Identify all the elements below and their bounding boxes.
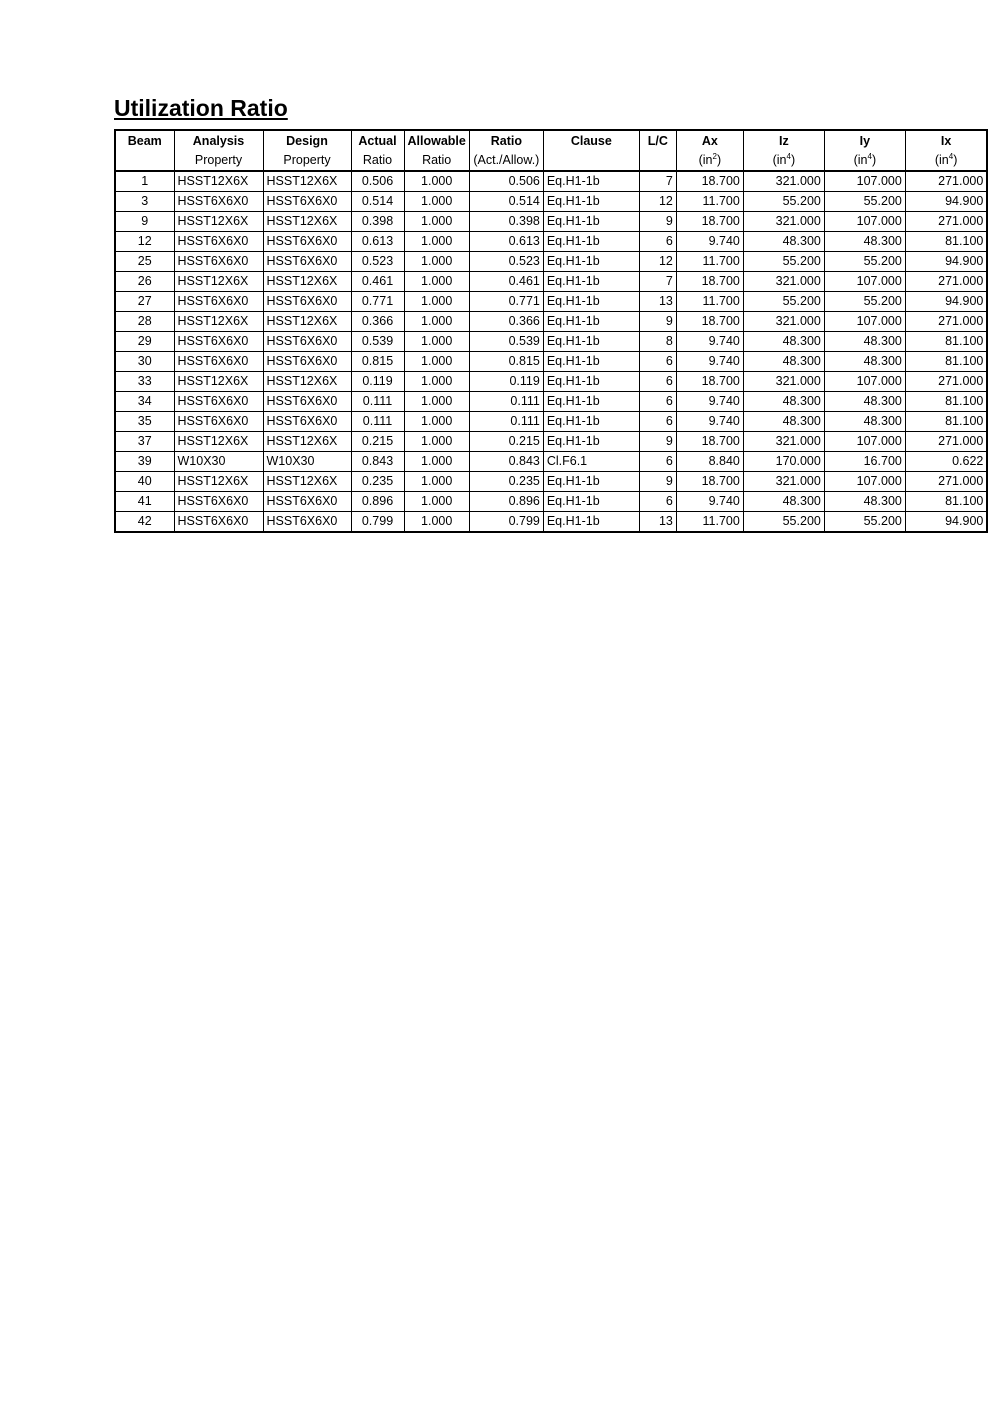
ratio-cell: 0.461 bbox=[469, 272, 543, 292]
ax-cell: 18.700 bbox=[676, 312, 743, 332]
col-header-beam: Beam bbox=[115, 130, 174, 151]
beam-cell: 41 bbox=[115, 492, 174, 512]
lc-cell: 6 bbox=[639, 492, 676, 512]
beam-cell: 1 bbox=[115, 171, 174, 192]
allowable-ratio-cell: 1.000 bbox=[404, 252, 469, 272]
design-property-cell: HSST12X6X bbox=[263, 171, 351, 192]
allowable-ratio-cell: 1.000 bbox=[404, 432, 469, 452]
clause-cell: Eq.H1-1b bbox=[543, 192, 639, 212]
iy-cell: 48.300 bbox=[824, 352, 905, 372]
clause-cell: Eq.H1-1b bbox=[543, 332, 639, 352]
ratio-cell: 0.771 bbox=[469, 292, 543, 312]
actual-ratio-cell: 0.799 bbox=[351, 512, 404, 533]
beam-cell: 30 bbox=[115, 352, 174, 372]
design-property-cell: HSST6X6X0 bbox=[263, 332, 351, 352]
ix-cell: 81.100 bbox=[905, 412, 987, 432]
col-subheader-beam bbox=[115, 151, 174, 171]
iy-cell: 48.300 bbox=[824, 392, 905, 412]
ratio-cell: 0.366 bbox=[469, 312, 543, 332]
analysis-property-cell: HSST12X6X bbox=[174, 472, 263, 492]
beam-cell: 34 bbox=[115, 392, 174, 412]
design-property-cell: HSST12X6X bbox=[263, 212, 351, 232]
clause-cell: Eq.H1-1b bbox=[543, 372, 639, 392]
iz-cell: 55.200 bbox=[743, 512, 824, 533]
actual-ratio-cell: 0.506 bbox=[351, 171, 404, 192]
iy-cell: 107.000 bbox=[824, 272, 905, 292]
col-header-iy: Iy bbox=[824, 130, 905, 151]
ix-cell: 271.000 bbox=[905, 312, 987, 332]
beam-cell: 40 bbox=[115, 472, 174, 492]
col-header-clause: Clause bbox=[543, 130, 639, 151]
ax-cell: 11.700 bbox=[676, 292, 743, 312]
allowable-ratio-cell: 1.000 bbox=[404, 171, 469, 192]
lc-cell: 6 bbox=[639, 412, 676, 432]
clause-cell: Eq.H1-1b bbox=[543, 432, 639, 452]
table-row bbox=[115, 452, 987, 472]
actual-ratio-cell: 0.111 bbox=[351, 412, 404, 432]
col-subheader-iz: $(in^4)$ bbox=[743, 151, 824, 171]
clause-cell: Eq.H1-1b bbox=[543, 412, 639, 432]
actual-ratio-cell: 0.771 bbox=[351, 292, 404, 312]
actual-ratio-cell: 0.235 bbox=[351, 472, 404, 492]
ratio-cell: 0.799 bbox=[469, 512, 543, 533]
iy-cell: 48.300 bbox=[824, 412, 905, 432]
clause-cell: Eq.H1-1b bbox=[543, 352, 639, 372]
col-header-actual: Actual bbox=[351, 130, 404, 151]
ix-cell: 271.000 bbox=[905, 472, 987, 492]
design-property-cell: HSST12X6X bbox=[263, 312, 351, 332]
beam-cell: 35 bbox=[115, 412, 174, 432]
lc-cell: 12 bbox=[639, 192, 676, 212]
iz-cell: 321.000 bbox=[743, 171, 824, 192]
iz-cell: 321.000 bbox=[743, 212, 824, 232]
analysis-property-cell: HSST6X6X0 bbox=[174, 512, 263, 533]
col-header-ix: Ix bbox=[905, 130, 987, 151]
design-property-cell: HSST6X6X0 bbox=[263, 412, 351, 432]
ax-cell: 18.700 bbox=[676, 171, 743, 192]
iy-cell: 107.000 bbox=[824, 372, 905, 392]
analysis-property-cell: HSST6X6X0 bbox=[174, 232, 263, 252]
lc-cell: 9 bbox=[639, 432, 676, 452]
col-subheader-design: Property bbox=[263, 151, 351, 171]
lc-cell: 13 bbox=[639, 292, 676, 312]
design-property-cell: HSST6X6X0 bbox=[263, 192, 351, 212]
ix-cell: 81.100 bbox=[905, 492, 987, 512]
actual-ratio-cell: 0.111 bbox=[351, 392, 404, 412]
analysis-property-cell: HSST12X6X bbox=[174, 171, 263, 192]
iy-cell: 55.200 bbox=[824, 252, 905, 272]
actual-ratio-cell: 0.119 bbox=[351, 372, 404, 392]
analysis-property-cell: HSST12X6X bbox=[174, 272, 263, 292]
actual-ratio-cell: 0.215 bbox=[351, 432, 404, 452]
design-property-cell: HSST6X6X0 bbox=[263, 492, 351, 512]
design-property-cell: HSST6X6X0 bbox=[263, 392, 351, 412]
analysis-property-cell: W10X30 bbox=[174, 452, 263, 472]
beam-cell: 42 bbox=[115, 512, 174, 533]
ax-cell: 18.700 bbox=[676, 372, 743, 392]
analysis-property-cell: HSST12X6X bbox=[174, 312, 263, 332]
actual-ratio-cell: 0.815 bbox=[351, 352, 404, 372]
analysis-property-cell: HSST6X6X0 bbox=[174, 292, 263, 312]
table-row bbox=[115, 171, 987, 192]
iz-cell: 321.000 bbox=[743, 472, 824, 492]
beam-cell: 29 bbox=[115, 332, 174, 352]
iz-cell: 55.200 bbox=[743, 252, 824, 272]
lc-cell: 9 bbox=[639, 312, 676, 332]
design-property-cell: HSST6X6X0 bbox=[263, 512, 351, 533]
ax-cell: 18.700 bbox=[676, 472, 743, 492]
col-subheader-ix: $(in^4)$ bbox=[905, 151, 987, 171]
ix-cell: 271.000 bbox=[905, 212, 987, 232]
design-property-cell: W10X30 bbox=[263, 452, 351, 472]
allowable-ratio-cell: 1.000 bbox=[404, 212, 469, 232]
actual-ratio-cell: 0.514 bbox=[351, 192, 404, 212]
iy-cell: 107.000 bbox=[824, 312, 905, 332]
lc-cell: 9 bbox=[639, 472, 676, 492]
table-row bbox=[115, 392, 987, 412]
analysis-property-cell: HSST6X6X0 bbox=[174, 192, 263, 212]
clause-cell: Eq.H1-1b bbox=[543, 512, 639, 533]
design-property-cell: HSST6X6X0 bbox=[263, 352, 351, 372]
header-row-bottom bbox=[115, 151, 987, 171]
iz-cell: 48.300 bbox=[743, 352, 824, 372]
iy-cell: 48.300 bbox=[824, 232, 905, 252]
header-row-top bbox=[115, 130, 987, 151]
design-property-cell: HSST6X6X0 bbox=[263, 252, 351, 272]
beam-cell: 3 bbox=[115, 192, 174, 212]
analysis-property-cell: HSST6X6X0 bbox=[174, 352, 263, 372]
actual-ratio-cell: 0.461 bbox=[351, 272, 404, 292]
beam-cell: 27 bbox=[115, 292, 174, 312]
actual-ratio-cell: 0.843 bbox=[351, 452, 404, 472]
iz-cell: 55.200 bbox=[743, 192, 824, 212]
iz-cell: 48.300 bbox=[743, 332, 824, 352]
iz-cell: 48.300 bbox=[743, 392, 824, 412]
ax-cell: 18.700 bbox=[676, 212, 743, 232]
clause-cell: Eq.H1-1b bbox=[543, 292, 639, 312]
ax-cell: 9.740 bbox=[676, 352, 743, 372]
clause-cell: Eq.H1-1b bbox=[543, 252, 639, 272]
lc-cell: 9 bbox=[639, 212, 676, 232]
iz-cell: 321.000 bbox=[743, 432, 824, 452]
beam-cell: 28 bbox=[115, 312, 174, 332]
actual-ratio-cell: 0.539 bbox=[351, 332, 404, 352]
ratio-cell: 0.111 bbox=[469, 392, 543, 412]
table-row bbox=[115, 332, 987, 352]
table-row bbox=[115, 372, 987, 392]
ix-cell: 81.100 bbox=[905, 392, 987, 412]
allowable-ratio-cell: 1.000 bbox=[404, 332, 469, 352]
iz-cell: 48.300 bbox=[743, 492, 824, 512]
iy-cell: 55.200 bbox=[824, 512, 905, 533]
ax-cell: 9.740 bbox=[676, 492, 743, 512]
design-property-cell: HSST12X6X bbox=[263, 432, 351, 452]
ratio-cell: 0.506 bbox=[469, 171, 543, 192]
iy-cell: 107.000 bbox=[824, 171, 905, 192]
ax-cell: 9.740 bbox=[676, 332, 743, 352]
iz-cell: 170.000 bbox=[743, 452, 824, 472]
allowable-ratio-cell: 1.000 bbox=[404, 192, 469, 212]
design-property-cell: HSST6X6X0 bbox=[263, 232, 351, 252]
table-row bbox=[115, 432, 987, 452]
clause-cell: Eq.H1-1b bbox=[543, 212, 639, 232]
col-subheader-analysis: Property bbox=[174, 151, 263, 171]
allowable-ratio-cell: 1.000 bbox=[404, 292, 469, 312]
lc-cell: 8 bbox=[639, 332, 676, 352]
ax-cell: 8.840 bbox=[676, 452, 743, 472]
clause-cell: Eq.H1-1b bbox=[543, 272, 639, 292]
ax-cell: 11.700 bbox=[676, 192, 743, 212]
ix-cell: 271.000 bbox=[905, 171, 987, 192]
ratio-cell: 0.896 bbox=[469, 492, 543, 512]
beam-cell: 9 bbox=[115, 212, 174, 232]
iy-cell: 107.000 bbox=[824, 432, 905, 452]
col-subheader-ratio: (Act./Allow.) bbox=[469, 151, 543, 171]
iz-cell: 321.000 bbox=[743, 372, 824, 392]
beam-cell: 25 bbox=[115, 252, 174, 272]
col-header-design: Design bbox=[263, 130, 351, 151]
iy-cell: 107.000 bbox=[824, 472, 905, 492]
analysis-property-cell: HSST6X6X0 bbox=[174, 332, 263, 352]
allowable-ratio-cell: 1.000 bbox=[404, 392, 469, 412]
clause-cell: Eq.H1-1b bbox=[543, 492, 639, 512]
ix-cell: 81.100 bbox=[905, 232, 987, 252]
analysis-property-cell: HSST6X6X0 bbox=[174, 492, 263, 512]
ratio-cell: 0.539 bbox=[469, 332, 543, 352]
allowable-ratio-cell: 1.000 bbox=[404, 452, 469, 472]
col-header-allowable: Allowable bbox=[404, 130, 469, 151]
iy-cell: 107.000 bbox=[824, 212, 905, 232]
ix-cell: 94.900 bbox=[905, 192, 987, 212]
actual-ratio-cell: 0.366 bbox=[351, 312, 404, 332]
col-header-ratio: Ratio bbox=[469, 130, 543, 151]
iy-cell: 48.300 bbox=[824, 332, 905, 352]
table-row bbox=[115, 512, 987, 533]
clause-cell: Eq.H1-1b bbox=[543, 392, 639, 412]
col-subheader-actual: Ratio bbox=[351, 151, 404, 171]
lc-cell: 7 bbox=[639, 171, 676, 192]
ratio-cell: 0.119 bbox=[469, 372, 543, 392]
ax-cell: 9.740 bbox=[676, 392, 743, 412]
actual-ratio-cell: 0.398 bbox=[351, 212, 404, 232]
allowable-ratio-cell: 1.000 bbox=[404, 372, 469, 392]
allowable-ratio-cell: 1.000 bbox=[404, 272, 469, 292]
iz-cell: 321.000 bbox=[743, 312, 824, 332]
col-header-ax: Ax bbox=[676, 130, 743, 151]
utilization-table bbox=[114, 129, 988, 533]
ix-cell: 271.000 bbox=[905, 272, 987, 292]
beam-cell: 26 bbox=[115, 272, 174, 292]
col-subheader-allowable: Ratio bbox=[404, 151, 469, 171]
iz-cell: 55.200 bbox=[743, 292, 824, 312]
analysis-property-cell: HSST12X6X bbox=[174, 212, 263, 232]
table-row bbox=[115, 312, 987, 332]
ix-cell: 94.900 bbox=[905, 512, 987, 533]
clause-cell: Eq.H1-1b bbox=[543, 472, 639, 492]
ratio-cell: 0.398 bbox=[469, 212, 543, 232]
col-header-lc: L/C bbox=[639, 130, 676, 151]
ix-cell: 81.100 bbox=[905, 332, 987, 352]
col-subheader-clause bbox=[543, 151, 639, 171]
beam-cell: 37 bbox=[115, 432, 174, 452]
col-subheader-lc bbox=[639, 151, 676, 171]
ix-cell: 81.100 bbox=[905, 352, 987, 372]
ix-cell: 0.622 bbox=[905, 452, 987, 472]
lc-cell: 6 bbox=[639, 452, 676, 472]
analysis-property-cell: HSST12X6X bbox=[174, 432, 263, 452]
iy-cell: 48.300 bbox=[824, 492, 905, 512]
clause-cell: Eq.H1-1b bbox=[543, 312, 639, 332]
actual-ratio-cell: 0.613 bbox=[351, 232, 404, 252]
lc-cell: 13 bbox=[639, 512, 676, 533]
beam-cell: 33 bbox=[115, 372, 174, 392]
iy-cell: 16.700 bbox=[824, 452, 905, 472]
analysis-property-cell: HSST6X6X0 bbox=[174, 392, 263, 412]
allowable-ratio-cell: 1.000 bbox=[404, 412, 469, 432]
iz-cell: 48.300 bbox=[743, 412, 824, 432]
allowable-ratio-cell: 1.000 bbox=[404, 232, 469, 252]
actual-ratio-cell: 0.896 bbox=[351, 492, 404, 512]
design-property-cell: HSST12X6X bbox=[263, 272, 351, 292]
ratio-cell: 0.235 bbox=[469, 472, 543, 492]
iz-cell: 48.300 bbox=[743, 232, 824, 252]
table-row bbox=[115, 492, 987, 512]
lc-cell: 7 bbox=[639, 272, 676, 292]
ratio-cell: 0.523 bbox=[469, 252, 543, 272]
analysis-property-cell: HSST12X6X bbox=[174, 372, 263, 392]
table-row bbox=[115, 272, 987, 292]
iy-cell: 55.200 bbox=[824, 192, 905, 212]
iz-cell: 321.000 bbox=[743, 272, 824, 292]
table-body bbox=[115, 171, 987, 532]
allowable-ratio-cell: 1.000 bbox=[404, 472, 469, 492]
table-row bbox=[115, 232, 987, 252]
ax-cell: 9.740 bbox=[676, 232, 743, 252]
lc-cell: 6 bbox=[639, 372, 676, 392]
analysis-property-cell: HSST6X6X0 bbox=[174, 412, 263, 432]
table-row bbox=[115, 412, 987, 432]
allowable-ratio-cell: 1.000 bbox=[404, 312, 469, 332]
design-property-cell: HSST12X6X bbox=[263, 472, 351, 492]
actual-ratio-cell: 0.523 bbox=[351, 252, 404, 272]
table-row bbox=[115, 252, 987, 272]
ix-cell: 94.900 bbox=[905, 252, 987, 272]
table-row bbox=[115, 352, 987, 372]
col-header-iz: Iz bbox=[743, 130, 824, 151]
table-row bbox=[115, 472, 987, 492]
clause-cell: Cl.F6.1 bbox=[543, 452, 639, 472]
table-row bbox=[115, 192, 987, 212]
beam-cell: 39 bbox=[115, 452, 174, 472]
col-subheader-iy: $(in^4)$ bbox=[824, 151, 905, 171]
lc-cell: 6 bbox=[639, 352, 676, 372]
ratio-cell: 0.613 bbox=[469, 232, 543, 252]
page-title: Utilization Ratio bbox=[114, 95, 288, 121]
allowable-ratio-cell: 1.000 bbox=[404, 512, 469, 533]
iy-cell: 55.200 bbox=[824, 292, 905, 312]
allowable-ratio-cell: 1.000 bbox=[404, 492, 469, 512]
ratio-cell: 0.111 bbox=[469, 412, 543, 432]
clause-cell: Eq.H1-1b bbox=[543, 232, 639, 252]
ax-cell: 11.700 bbox=[676, 512, 743, 533]
ratio-cell: 0.843 bbox=[469, 452, 543, 472]
ratio-cell: 0.514 bbox=[469, 192, 543, 212]
ax-cell: 18.700 bbox=[676, 432, 743, 452]
lc-cell: 6 bbox=[639, 232, 676, 252]
design-property-cell: HSST6X6X0 bbox=[263, 292, 351, 312]
analysis-property-cell: HSST6X6X0 bbox=[174, 252, 263, 272]
ax-cell: 18.700 bbox=[676, 272, 743, 292]
clause-cell: Eq.H1-1b bbox=[543, 171, 639, 192]
ix-cell: 271.000 bbox=[905, 432, 987, 452]
ix-cell: 94.900 bbox=[905, 292, 987, 312]
lc-cell: 6 bbox=[639, 392, 676, 412]
table-row bbox=[115, 292, 987, 312]
ix-cell: 271.000 bbox=[905, 372, 987, 392]
ratio-cell: 0.815 bbox=[469, 352, 543, 372]
ratio-cell: 0.215 bbox=[469, 432, 543, 452]
ax-cell: 11.700 bbox=[676, 252, 743, 272]
table-row bbox=[115, 212, 987, 232]
allowable-ratio-cell: 1.000 bbox=[404, 352, 469, 372]
lc-cell: 12 bbox=[639, 252, 676, 272]
beam-cell: 12 bbox=[115, 232, 174, 252]
col-subheader-ax: $(in^2)$ bbox=[676, 151, 743, 171]
ax-cell: 9.740 bbox=[676, 412, 743, 432]
col-header-analysis: Analysis bbox=[174, 130, 263, 151]
design-property-cell: HSST12X6X bbox=[263, 372, 351, 392]
